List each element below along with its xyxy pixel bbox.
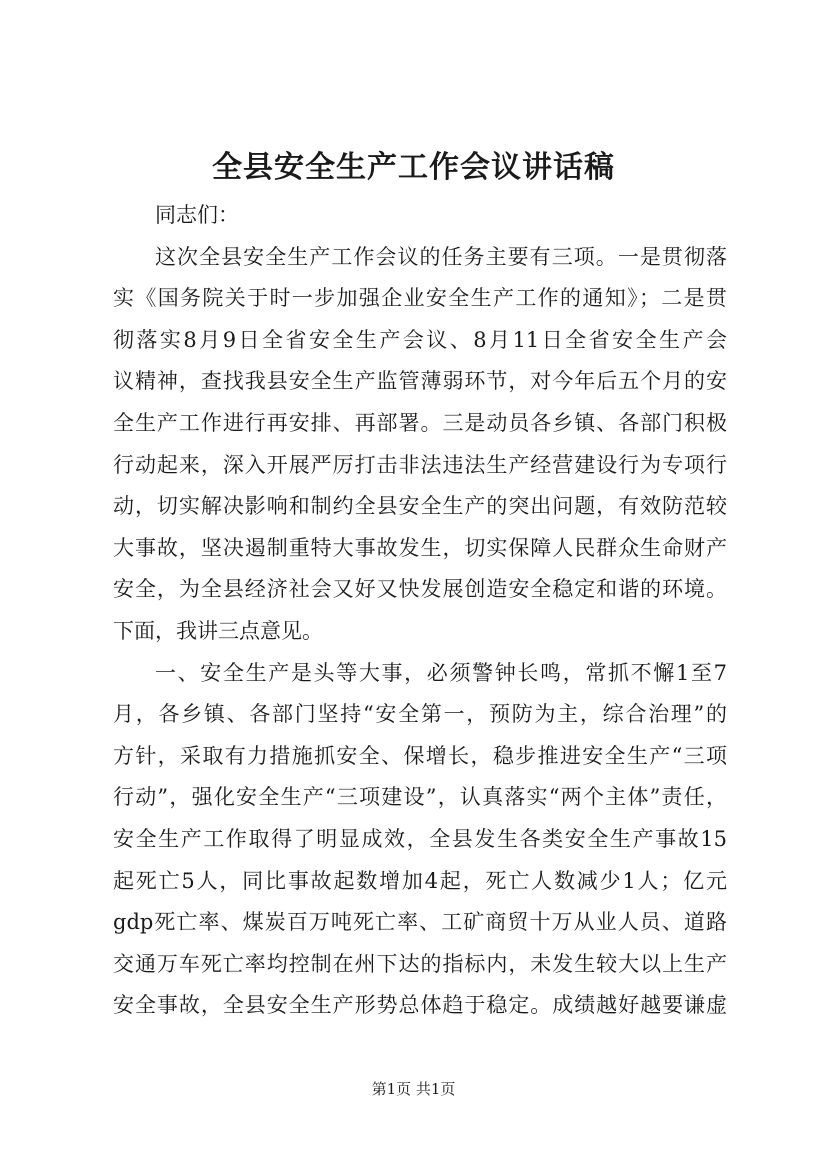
salutation-line: 同志们： [155, 203, 239, 227]
paragraph-line: 方针，采取有力措施抓安全、保增长，稳步推进安全生产“三项 [113, 743, 727, 768]
paragraph-line: 行动”，强化安全生产“三项建设”，认真落实“两个主体”责任， [113, 785, 727, 810]
page-footer: 第1页 共1页 [371, 1080, 456, 1098]
paragraph-line: 月，各乡镇、各部门坚持“安全第一，预防为主，综合治理”的 [113, 702, 727, 727]
paragraph-line: 交通万车死亡率均控制在州下达的指标内，未发生较大以上生产 [113, 951, 727, 976]
paragraph-line: 行动起来，深入开展严厉打击非法违法生产经营建设行为专项行 [113, 452, 727, 477]
document-body [113, 195, 727, 1027]
paragraph-line: 动，切实解决影响和制约全县安全生产的突出问题，有效防范较 [113, 494, 727, 519]
paragraph-line: gdp死亡率、煤炭百万吨死亡率、工矿商贸十万从业人员、道路 [113, 910, 727, 935]
paragraph-line: 安全生产工作取得了明显成效，全县发生各类安全生产事故15 [113, 826, 727, 851]
paragraph-line: 彻落实8月9日全省安全生产会议、8月11日全省安全生产会 [113, 327, 727, 352]
paragraph-line: 安全事故，全县安全生产形势总体趋于稳定。成绩越好越要谦虚 [113, 993, 727, 1018]
document-title: 全县安全生产工作会议讲话稿 [212, 150, 615, 185]
paragraph-line: 下面，我讲三点意见。 [113, 618, 323, 643]
paragraph-line: 实《国务院关于时一步加强企业安全生产工作的通知》；二是贯 [113, 286, 727, 311]
paragraph-line: 一、安全生产是头等大事，必须警钟长鸣，常抓不懈1至7 [155, 660, 727, 685]
paragraph-line: 安全，为全县经济社会又好又快发展创造安全稳定和谐的环境。 [113, 577, 727, 602]
paragraph-line: 起死亡5人，同比事故起数增加4起，死亡人数减少1人；亿元 [113, 868, 727, 893]
paragraph-line: 全生产工作进行再安排、再部署。三是动员各乡镇、各部门积极 [113, 410, 727, 435]
paragraph-line: 议精神，查找我县安全生产监管薄弱环节，对今年后五个月的安 [113, 369, 727, 394]
paragraph-line: 大事故，坚决遏制重特大事故发生，切实保障人民群众生命财产 [113, 535, 727, 560]
paragraph-line: 这次全县安全生产工作会议的任务主要有三项。一是贯彻落 [155, 244, 727, 269]
